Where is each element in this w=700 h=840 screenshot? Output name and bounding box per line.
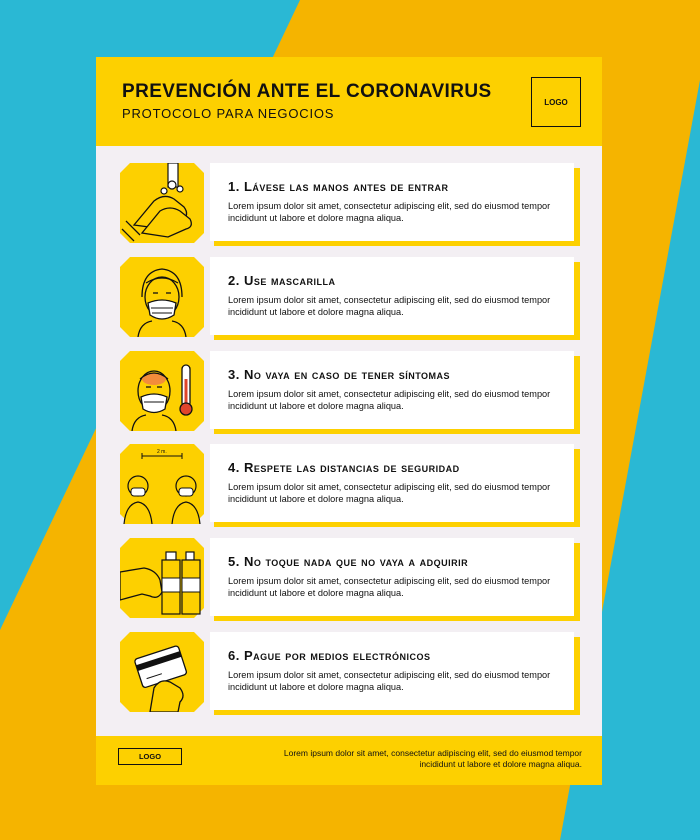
- social-distance-icon: [120, 444, 204, 524]
- step-3: [120, 351, 580, 431]
- fever-thermometer-icon: [120, 351, 204, 431]
- logo-box-top: LOGO: [531, 77, 581, 127]
- step-title: 2. Use mascarilla: [228, 273, 336, 288]
- step-1: [120, 163, 580, 243]
- step-4: [120, 444, 580, 524]
- step-title: 4. Respete las distancias de seguridad: [228, 460, 460, 475]
- step-card: [210, 444, 574, 522]
- step-description: Lorem ipsum dolor sit amet, consectetur adipiscing elit, sed do eiusmod tempor incididunt ut labore et dolore magna aliqua.: [228, 482, 551, 504]
- hand-washing-icon: [120, 163, 204, 243]
- page-subtitle: PROTOCOLO PARA NEGOCIOS: [122, 106, 335, 121]
- step-title: 5. No toque nada que no vaya a adquirir: [228, 554, 469, 569]
- hand-touching-products-icon: [120, 538, 204, 618]
- page-title: PREVENCIÓN ANTE EL CORONAVIRUS: [122, 81, 492, 102]
- footer-text: Lorem ipsum dolor sit amet, consectetur adipiscing elit, sed do eiusmod tempor incididunt ut labore et dolore magna aliqua.: [283, 748, 582, 769]
- step-description: Lorem ipsum dolor sit amet, consectetur adipiscing elit, sed do eiusmod tempor incididunt ut labore et dolore magna aliqua.: [228, 389, 551, 411]
- step-description: Lorem ipsum dolor sit amet, consectetur adipiscing elit, sed do eiusmod tempor incididunt ut labore et dolore magna aliqua.: [228, 201, 551, 223]
- poster: [96, 57, 602, 785]
- logo-box-bottom: LOGO: [118, 748, 182, 765]
- step-card: [210, 538, 574, 616]
- step-title: 6. Pague por medios electrónicos: [228, 648, 431, 663]
- credit-card-payment-icon: [120, 632, 204, 712]
- face-mask-icon: [120, 257, 204, 337]
- distance-label: 2 m.: [157, 449, 167, 455]
- step-description: Lorem ipsum dolor sit amet, consectetur adipiscing elit, sed do eiusmod tempor incididunt ut labore et dolore magna aliqua.: [228, 576, 551, 598]
- step-2: [120, 257, 580, 337]
- step-card: [210, 163, 574, 241]
- step-title: 3. No vaya en caso de tener síntomas: [228, 367, 451, 382]
- step-card: [210, 632, 574, 710]
- step-title: 1. Lávese las manos antes de entrar: [228, 179, 449, 194]
- step-description: Lorem ipsum dolor sit amet, consectetur adipiscing elit, sed do eiusmod tempor incididunt ut labore et dolore magna aliqua.: [228, 670, 551, 692]
- poster-header: [96, 57, 602, 146]
- step-description: Lorem ipsum dolor sit amet, consectetur adipiscing elit, sed do eiusmod tempor incididunt ut labore et dolore magna aliqua.: [228, 295, 551, 317]
- poster-footer: [96, 736, 602, 785]
- step-card: [210, 351, 574, 429]
- step-card: [210, 257, 574, 335]
- step-5: [120, 538, 580, 618]
- step-6: [120, 632, 580, 712]
